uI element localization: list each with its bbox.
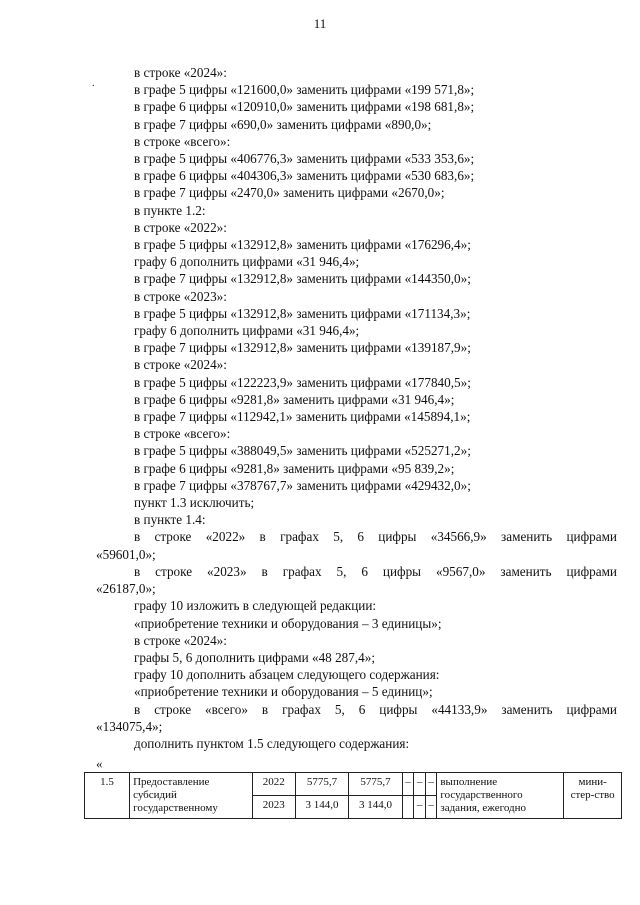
margin-mark: . [92, 78, 95, 89]
year-cell: 2023 [252, 796, 295, 819]
item-name-cell: Предоставление субсидий государственному [130, 773, 253, 819]
text-line: «134075,4»; [96, 718, 163, 734]
value-cell: 5775,7 [349, 773, 402, 796]
text-line: в графе 6 цифры «404306,3» заменить цифрами «530 683,6»; [134, 168, 475, 184]
text-line: графу 6 дополнить цифрами «31 946,4»; [134, 323, 360, 339]
text-line: в строке «всего»: [134, 426, 231, 442]
text-line: в графе 7 цифры «112942,1» заменить цифрами «145894,1»; [134, 409, 471, 425]
program-table [84, 772, 622, 819]
dash-cell: – [402, 773, 414, 796]
text-line: «59601,0»; [96, 546, 156, 562]
text-line: в строке «2024»: [134, 632, 227, 648]
dash-cell: – [414, 796, 426, 819]
text-line: в графе 5 цифры «406776,3» заменить цифрами «533 353,6»; [134, 151, 475, 167]
dash-cell: – [425, 773, 437, 796]
page-number: 11 [313, 16, 327, 31]
document-body [96, 64, 617, 752]
text-line: в строке «всего» в графах 5, 6 цифры «44133,9» заменить цифрами [134, 701, 617, 717]
text-line: в графе 7 цифры «2470,0» заменить цифрами «2670,0»; [134, 185, 445, 201]
text-line: в строке «2022» в графах 5, 6 цифры «34566,9» заменить цифрами [134, 529, 617, 545]
text-line: графу 6 дополнить цифрами «31 946,4»; [134, 254, 360, 270]
text-line: в строке «2024»: [134, 357, 227, 373]
text-line: «26187,0»; [96, 581, 156, 597]
value-cell: 5775,7 [295, 773, 348, 796]
year-cell: 2022 [252, 773, 295, 796]
text-line: в графе 5 цифры «121600,0» заменить цифрами «199 571,8»; [134, 82, 475, 98]
text-line: в строке «2023»: [134, 288, 227, 304]
text-line: в графе 7 цифры «132912,8» заменить цифрами «144350,0»; [134, 271, 471, 287]
dash-cell: – [425, 796, 437, 819]
text-line: в строке «2024»: [134, 65, 227, 80]
text-line: в графе 7 цифры «378767,7» заменить цифрами «429432,0»; [134, 477, 471, 493]
text-line: дополнить пунктом 1.5 следующего содержания: [134, 735, 410, 751]
executor-cell: мини-стер-ство [564, 773, 622, 819]
result-cell: выполнение государственного задания, ежегодно [437, 773, 564, 819]
dash-cell: – [414, 773, 426, 796]
text-line: пункт 1.3 исключить; [134, 495, 255, 511]
value-cell: 3 144,0 [349, 796, 402, 819]
text-line: в графе 7 цифры «690,0» заменить цифрами «890,0»; [134, 116, 432, 132]
text-line: в графе 6 цифры «120910,0» заменить цифрами «198 681,8»; [134, 99, 475, 115]
text-line: в пункте 1.4: [134, 512, 206, 528]
item-number-cell: 1.5 [85, 773, 130, 819]
text-line: графу 10 изложить в следующей редакции: [134, 598, 377, 614]
text-line: в графе 5 цифры «388049,5» заменить цифрами «525271,2»; [134, 443, 471, 459]
text-line: в пункте 1.2: [134, 202, 206, 218]
dash-cell [402, 796, 414, 819]
text-line: «приобретение техники и оборудования – 3 единицы»; [134, 615, 442, 631]
text-line: в графе 5 цифры «132912,8» заменить цифрами «176296,4»; [134, 237, 471, 253]
text-line: в графе 6 цифры «9281,8» заменить цифрами «31 946,4»; [134, 391, 455, 407]
text-line: в графе 6 цифры «9281,8» заменить цифрами «95 839,2»; [134, 460, 455, 476]
text-line: «приобретение техники и оборудования – 5 единиц»; [134, 684, 433, 700]
table-row [85, 773, 622, 796]
text-line: в графе 5 цифры «122223,9» заменить цифрами «177840,5»; [134, 374, 471, 390]
text-line: в графе 7 цифры «132912,8» заменить цифрами «139187,9»; [134, 340, 471, 356]
opening-quote: « [96, 756, 103, 771]
text-line: графы 5, 6 дополнить цифрами «48 287,4»; [134, 649, 376, 665]
text-line: в строке «2023» в графах 5, 6 цифры «9567,0» заменить цифрами [134, 563, 617, 579]
text-line: в графе 5 цифры «132912,8» заменить цифрами «171134,3»; [134, 305, 471, 321]
text-line: графу 10 дополнить абзацем следующего содержания: [134, 667, 440, 683]
value-cell: 3 144,0 [295, 796, 348, 819]
text-line: в строке «2022»: [134, 219, 227, 235]
text-line: в строке «всего»: [134, 133, 231, 149]
